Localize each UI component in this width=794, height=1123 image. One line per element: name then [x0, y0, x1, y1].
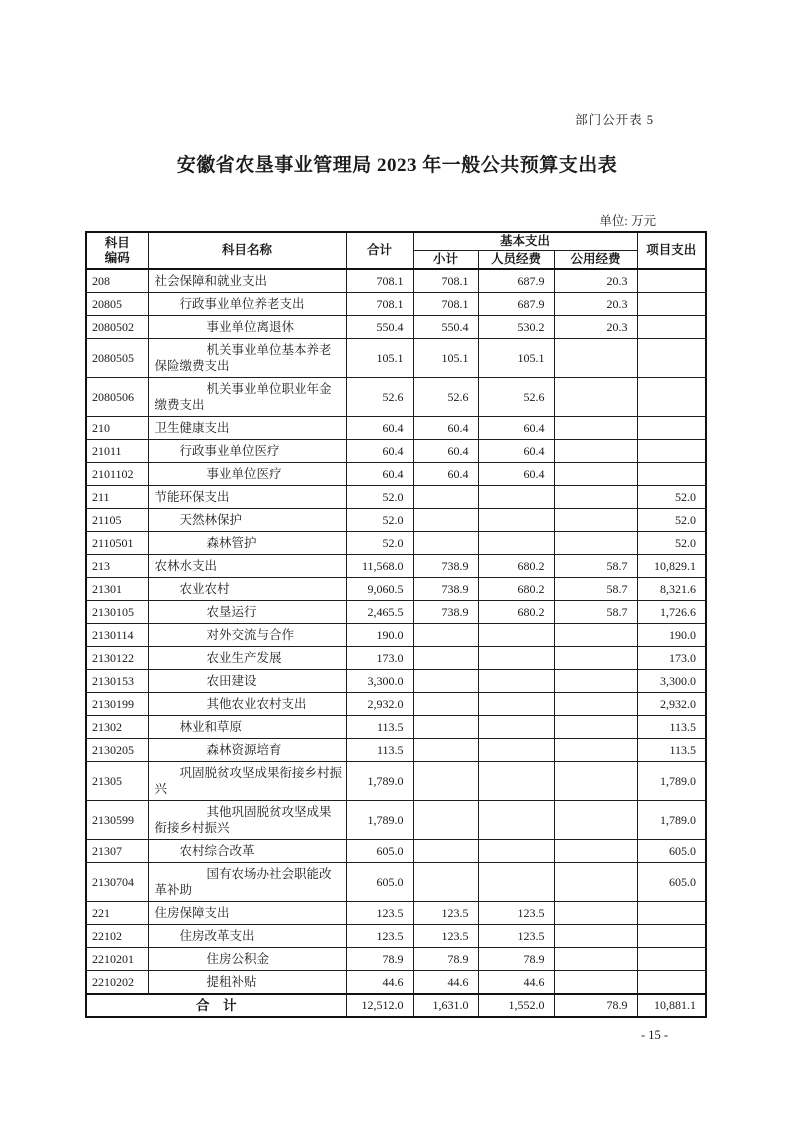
cell-personnel: 60.4 [478, 463, 554, 486]
cell-personnel: 60.4 [478, 417, 554, 440]
cell-public [554, 509, 637, 532]
cell-subtotal: 123.5 [413, 902, 478, 925]
cell-total: 1,789.0 [346, 801, 413, 840]
table-row [86, 647, 706, 670]
table-row [86, 670, 706, 693]
cell-subtotal: 78.9 [413, 948, 478, 971]
cell-subtotal: 738.9 [413, 578, 478, 601]
cell-project: 173.0 [637, 647, 706, 670]
cell-code: 2110501 [86, 532, 148, 555]
cell-project [637, 971, 706, 995]
cell-total: 3,300.0 [346, 670, 413, 693]
cell-total: 60.4 [346, 440, 413, 463]
total-row [86, 994, 706, 1017]
cell-project: 605.0 [637, 863, 706, 902]
cell-name: 行政事业单位医疗 [148, 440, 346, 463]
cell-public [554, 417, 637, 440]
cell-public [554, 739, 637, 762]
cell-total: 60.4 [346, 417, 413, 440]
cell-code: 210 [86, 417, 148, 440]
unit-label: 单位: 万元 [599, 214, 656, 228]
total-row-label: 合 计 [86, 994, 346, 1017]
cell-project [637, 293, 706, 316]
cell-total: 2,465.5 [346, 601, 413, 624]
cell-code: 2210202 [86, 971, 148, 995]
cell-name: 其他农业农村支出 [148, 693, 346, 716]
cell-name: 事业单位医疗 [148, 463, 346, 486]
cell-total: 52.6 [346, 378, 413, 417]
table-row [86, 601, 706, 624]
cell-public: 20.3 [554, 316, 637, 339]
cell-project [637, 417, 706, 440]
cell-personnel [478, 762, 554, 801]
cell-personnel: 680.2 [478, 578, 554, 601]
col-header-code [86, 232, 148, 269]
cell-personnel [478, 486, 554, 509]
cell-code: 208 [86, 269, 148, 293]
cell-subtotal [413, 509, 478, 532]
cell-subtotal: 738.9 [413, 601, 478, 624]
cell-code: 2130599 [86, 801, 148, 840]
cell-name: 农村综合改革 [148, 840, 346, 863]
cell-total: 1,789.0 [346, 762, 413, 801]
table-row [86, 440, 706, 463]
cell-name: 农业生产发展 [148, 647, 346, 670]
cell-subtotal: 550.4 [413, 316, 478, 339]
cell-total: 605.0 [346, 863, 413, 902]
cell-personnel: 687.9 [478, 293, 554, 316]
cell-subtotal [413, 863, 478, 902]
cell-total: 9,060.5 [346, 578, 413, 601]
cell-total: 44.6 [346, 971, 413, 995]
cell-personnel [478, 693, 554, 716]
cell-total: 123.5 [346, 902, 413, 925]
cell-subtotal [413, 486, 478, 509]
cell-total: 78.9 [346, 948, 413, 971]
cell-public [554, 948, 637, 971]
table-row [86, 739, 706, 762]
cell-code: 21305 [86, 762, 148, 801]
cell-public: 58.7 [554, 555, 637, 578]
total-row-subtotal: 1,631.0 [413, 994, 478, 1017]
cell-public: 58.7 [554, 578, 637, 601]
cell-personnel [478, 509, 554, 532]
cell-code: 2080502 [86, 316, 148, 339]
cell-project [637, 463, 706, 486]
cell-public [554, 863, 637, 902]
total-row-personnel: 1,552.0 [478, 994, 554, 1017]
cell-project: 2,932.0 [637, 693, 706, 716]
table-row [86, 863, 706, 902]
col-header-total: 合计 [346, 232, 413, 269]
cell-public [554, 378, 637, 417]
cell-name: 住房保障支出 [148, 902, 346, 925]
table-row [86, 293, 706, 316]
table-row [86, 378, 706, 417]
cell-total: 550.4 [346, 316, 413, 339]
total-row-project: 10,881.1 [637, 994, 706, 1017]
cell-public [554, 532, 637, 555]
cell-personnel [478, 647, 554, 670]
cell-personnel: 680.2 [478, 555, 554, 578]
cell-code: 2210201 [86, 948, 148, 971]
cell-subtotal [413, 693, 478, 716]
cell-personnel [478, 840, 554, 863]
cell-name: 天然林保护 [148, 509, 346, 532]
cell-subtotal: 60.4 [413, 463, 478, 486]
cell-subtotal: 44.6 [413, 971, 478, 995]
cell-personnel [478, 863, 554, 902]
table-row [86, 555, 706, 578]
cell-project: 52.0 [637, 532, 706, 555]
table-row [86, 463, 706, 486]
cell-code: 2130122 [86, 647, 148, 670]
cell-project [637, 440, 706, 463]
cell-subtotal [413, 647, 478, 670]
cell-project [637, 902, 706, 925]
cell-project [637, 925, 706, 948]
cell-project [637, 378, 706, 417]
cell-total: 11,568.0 [346, 555, 413, 578]
cell-public [554, 463, 637, 486]
cell-name: 事业单位离退休 [148, 316, 346, 339]
cell-subtotal [413, 739, 478, 762]
table-row [86, 716, 706, 739]
cell-code: 2130205 [86, 739, 148, 762]
cell-subtotal: 123.5 [413, 925, 478, 948]
table-row [86, 693, 706, 716]
cell-name: 其他巩固脱贫攻坚成果衔接乡村振兴 [148, 801, 346, 840]
cell-project [637, 269, 706, 293]
cell-project: 190.0 [637, 624, 706, 647]
page-number: - 15 - [641, 1028, 669, 1042]
cell-name: 行政事业单位养老支出 [148, 293, 346, 316]
table-row [86, 624, 706, 647]
cell-project: 8,321.6 [637, 578, 706, 601]
cell-project: 1,789.0 [637, 762, 706, 801]
table-row [86, 532, 706, 555]
cell-subtotal: 60.4 [413, 440, 478, 463]
table-row [86, 971, 706, 995]
page-title: 安徽省农垦事业管理局 2023 年一般公共预算支出表 [176, 155, 618, 176]
cell-total: 605.0 [346, 840, 413, 863]
cell-code: 2080506 [86, 378, 148, 417]
table-row [86, 269, 706, 293]
cell-personnel: 52.6 [478, 378, 554, 417]
table-row [86, 902, 706, 925]
col-header-subtotal: 小计 [413, 251, 478, 270]
cell-public [554, 840, 637, 863]
cell-name: 提租补贴 [148, 971, 346, 995]
cell-name: 卫生健康支出 [148, 417, 346, 440]
budget-table-header [86, 232, 706, 269]
cell-name: 住房公积金 [148, 948, 346, 971]
cell-total: 52.0 [346, 532, 413, 555]
cell-public [554, 486, 637, 509]
cell-project [637, 316, 706, 339]
cell-total: 190.0 [346, 624, 413, 647]
cell-personnel: 78.9 [478, 948, 554, 971]
table-row [86, 578, 706, 601]
cell-personnel: 60.4 [478, 440, 554, 463]
cell-name: 对外交流与合作 [148, 624, 346, 647]
cell-personnel: 680.2 [478, 601, 554, 624]
cell-project: 3,300.0 [637, 670, 706, 693]
col-header-name: 科目名称 [148, 232, 346, 269]
budget-table [85, 231, 707, 1018]
cell-name: 农田建设 [148, 670, 346, 693]
table-row [86, 339, 706, 378]
cell-subtotal: 708.1 [413, 293, 478, 316]
cell-name: 机关事业单位职业年金缴费支出 [148, 378, 346, 417]
cell-personnel: 105.1 [478, 339, 554, 378]
cell-project [637, 948, 706, 971]
cell-personnel [478, 739, 554, 762]
cell-name: 社会保障和就业支出 [148, 269, 346, 293]
cell-total: 708.1 [346, 293, 413, 316]
table-row [86, 925, 706, 948]
cell-name: 机关事业单位基本养老保险缴费支出 [148, 339, 346, 378]
cell-public: 20.3 [554, 293, 637, 316]
cell-name: 农业农村 [148, 578, 346, 601]
doc-public-table-label: 部门公开表 5 [575, 113, 654, 127]
cell-name: 农垦运行 [148, 601, 346, 624]
cell-code: 221 [86, 902, 148, 925]
table-row [86, 948, 706, 971]
cell-name: 巩固脱贫攻坚成果衔接乡村振兴 [148, 762, 346, 801]
cell-public [554, 624, 637, 647]
cell-code: 213 [86, 555, 148, 578]
cell-public [554, 716, 637, 739]
cell-name: 农林水支出 [148, 555, 346, 578]
cell-subtotal [413, 716, 478, 739]
cell-subtotal: 738.9 [413, 555, 478, 578]
cell-code: 2080505 [86, 339, 148, 378]
total-row-total: 12,512.0 [346, 994, 413, 1017]
col-header-code-line1: 科目 [104, 235, 130, 250]
cell-public: 20.3 [554, 269, 637, 293]
cell-subtotal [413, 670, 478, 693]
cell-project [637, 339, 706, 378]
cell-public [554, 925, 637, 948]
cell-name: 森林管护 [148, 532, 346, 555]
cell-public [554, 440, 637, 463]
cell-subtotal [413, 801, 478, 840]
cell-project: 1,789.0 [637, 801, 706, 840]
cell-code: 2130153 [86, 670, 148, 693]
cell-total: 105.1 [346, 339, 413, 378]
cell-project: 10,829.1 [637, 555, 706, 578]
cell-code: 2130114 [86, 624, 148, 647]
cell-public [554, 801, 637, 840]
cell-project: 605.0 [637, 840, 706, 863]
col-header-code-line2: 编码 [104, 250, 130, 265]
cell-total: 60.4 [346, 463, 413, 486]
cell-code: 21302 [86, 716, 148, 739]
cell-total: 113.5 [346, 716, 413, 739]
table-row [86, 417, 706, 440]
cell-personnel [478, 670, 554, 693]
cell-code: 2130199 [86, 693, 148, 716]
cell-project: 113.5 [637, 739, 706, 762]
cell-subtotal [413, 532, 478, 555]
table-row [86, 509, 706, 532]
cell-personnel: 123.5 [478, 925, 554, 948]
cell-subtotal [413, 762, 478, 801]
cell-personnel: 44.6 [478, 971, 554, 995]
cell-project: 113.5 [637, 716, 706, 739]
budget-table-footer [86, 994, 706, 1017]
cell-code: 21105 [86, 509, 148, 532]
cell-total: 2,932.0 [346, 693, 413, 716]
cell-total: 123.5 [346, 925, 413, 948]
cell-code: 2101102 [86, 463, 148, 486]
table-row [86, 486, 706, 509]
cell-public [554, 762, 637, 801]
col-header-project: 项目支出 [637, 232, 706, 269]
table-row [86, 762, 706, 801]
cell-name: 林业和草原 [148, 716, 346, 739]
cell-project: 52.0 [637, 509, 706, 532]
cell-public [554, 670, 637, 693]
total-row-public: 78.9 [554, 994, 637, 1017]
cell-subtotal [413, 840, 478, 863]
table-row [86, 840, 706, 863]
cell-public: 58.7 [554, 601, 637, 624]
cell-code: 20805 [86, 293, 148, 316]
cell-public [554, 693, 637, 716]
cell-total: 173.0 [346, 647, 413, 670]
cell-name: 森林资源培育 [148, 739, 346, 762]
cell-subtotal [413, 624, 478, 647]
cell-subtotal: 105.1 [413, 339, 478, 378]
col-header-basic-group: 基本支出 [413, 232, 637, 251]
cell-subtotal: 52.6 [413, 378, 478, 417]
cell-code: 2130105 [86, 601, 148, 624]
cell-code: 21011 [86, 440, 148, 463]
cell-code: 21301 [86, 578, 148, 601]
header-row-1 [86, 232, 706, 251]
cell-personnel: 123.5 [478, 902, 554, 925]
cell-code: 21307 [86, 840, 148, 863]
cell-name: 住房改革支出 [148, 925, 346, 948]
cell-total: 113.5 [346, 739, 413, 762]
cell-public [554, 339, 637, 378]
budget-table-body [86, 269, 706, 994]
cell-name: 节能环保支出 [148, 486, 346, 509]
cell-code: 2130704 [86, 863, 148, 902]
cell-personnel [478, 532, 554, 555]
cell-total: 52.0 [346, 509, 413, 532]
cell-subtotal: 708.1 [413, 269, 478, 293]
cell-personnel: 687.9 [478, 269, 554, 293]
cell-code: 211 [86, 486, 148, 509]
cell-subtotal: 60.4 [413, 417, 478, 440]
cell-total: 52.0 [346, 486, 413, 509]
table-row [86, 801, 706, 840]
cell-project: 52.0 [637, 486, 706, 509]
cell-personnel: 530.2 [478, 316, 554, 339]
cell-code: 22102 [86, 925, 148, 948]
col-header-personnel: 人员经费 [478, 251, 554, 270]
cell-project: 1,726.6 [637, 601, 706, 624]
cell-personnel [478, 801, 554, 840]
table-row [86, 316, 706, 339]
cell-public [554, 971, 637, 995]
cell-name: 国有农场办社会职能改革补助 [148, 863, 346, 902]
cell-personnel [478, 624, 554, 647]
cell-personnel [478, 716, 554, 739]
cell-total: 708.1 [346, 269, 413, 293]
col-header-public: 公用经费 [554, 251, 637, 270]
cell-public [554, 647, 637, 670]
cell-public [554, 902, 637, 925]
